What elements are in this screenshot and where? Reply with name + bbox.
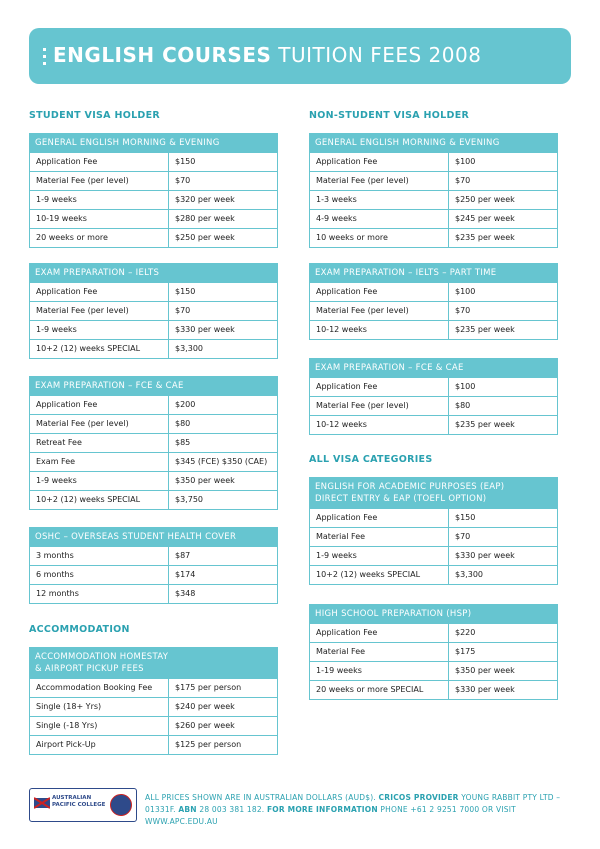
fee-table-sv-oshc bbox=[29, 527, 278, 604]
fee-item: Accommodation Booking Fee bbox=[30, 679, 169, 697]
table-title-line-1: ACCOMMODATION HOMESTAY bbox=[35, 652, 169, 662]
fee-table-hsp bbox=[309, 604, 558, 700]
table-title: HIGH SCHOOL PREPARATION (HSP) bbox=[309, 604, 558, 624]
fee-item: Exam Fee bbox=[30, 453, 169, 471]
table-row bbox=[29, 679, 278, 698]
fee-price: $240 per week bbox=[175, 702, 235, 711]
fee-price: $175 per person bbox=[175, 683, 242, 692]
fee-item: Material Fee (per level) bbox=[30, 415, 169, 433]
fee-table-nsv-general bbox=[309, 133, 558, 248]
footer-t8: PHONE +61 2 9251 7000 OR VISIT WWW.APC.EDU.AU bbox=[145, 805, 516, 826]
page-title bbox=[53, 43, 481, 67]
fee-price: $70 bbox=[175, 176, 191, 185]
flag-icon bbox=[34, 795, 50, 811]
fee-price: $345 (FCE) $350 (CAE) bbox=[175, 457, 268, 466]
fee-item: 10 weeks or more bbox=[310, 229, 449, 247]
fee-table-eap bbox=[309, 477, 558, 585]
fee-item: 10+2 (12) weeks SPECIAL bbox=[310, 566, 449, 584]
table-title: OSHC – OVERSEAS STUDENT HEALTH COVER bbox=[29, 527, 278, 547]
fee-table-sv-general bbox=[29, 133, 278, 248]
college-logo bbox=[29, 788, 137, 822]
table-title: EXAM PREPARATION – IELTS – PART TIME bbox=[309, 263, 558, 283]
table-title-line-2: DIRECT ENTRY & EAP (TOEFL OPTION) bbox=[315, 494, 487, 504]
table-row bbox=[309, 662, 558, 681]
table-title: EXAM PREPARATION – IELTS bbox=[29, 263, 278, 283]
table-row bbox=[29, 340, 278, 359]
footer-t4: 01331F. bbox=[145, 805, 176, 814]
fee-price: $245 per week bbox=[455, 214, 515, 223]
table-row bbox=[309, 566, 558, 585]
fee-item: Application Fee bbox=[310, 153, 449, 171]
footer-t1: ALL PRICES SHOWN ARE IN AUSTRALIAN DOLLARS (AUD$). bbox=[145, 793, 376, 802]
fee-item: Airport Pick-Up bbox=[30, 736, 169, 754]
dots-icon bbox=[43, 48, 47, 66]
fee-price: $220 bbox=[455, 628, 476, 637]
title-bold: ENGLISH COURSES bbox=[53, 43, 272, 67]
fee-item: 1-3 weeks bbox=[310, 191, 449, 209]
table-row bbox=[309, 681, 558, 700]
fee-item: Material Fee (per level) bbox=[310, 302, 449, 320]
logo-line-1: AUSTRALIAN bbox=[52, 795, 92, 801]
fee-item: 12 months bbox=[30, 585, 169, 603]
fee-price: $250 per week bbox=[175, 233, 235, 242]
table-row bbox=[309, 153, 558, 172]
table-row bbox=[29, 585, 278, 604]
logo-text bbox=[52, 795, 105, 809]
table-row bbox=[29, 491, 278, 510]
table-row bbox=[29, 210, 278, 229]
table-row bbox=[29, 396, 278, 415]
table-row bbox=[29, 717, 278, 736]
fee-price: $330 per week bbox=[175, 325, 235, 334]
fee-price: $320 per week bbox=[175, 195, 235, 204]
table-row bbox=[29, 321, 278, 340]
heading-student-visa: STUDENT VISA HOLDER bbox=[29, 110, 161, 121]
table-row bbox=[309, 397, 558, 416]
fee-price: $150 bbox=[455, 513, 476, 522]
table-title-line-1: ENGLISH FOR ACADEMIC PURPOSES (EAP) bbox=[315, 482, 505, 492]
fee-price: $3,300 bbox=[175, 344, 203, 353]
fee-item: Single (18+ Yrs) bbox=[30, 698, 169, 716]
fee-table-sv-fce bbox=[29, 376, 278, 510]
fee-item: Application Fee bbox=[310, 378, 449, 396]
table-row bbox=[29, 434, 278, 453]
table-row bbox=[309, 172, 558, 191]
fee-item: 1-9 weeks bbox=[30, 472, 169, 490]
table-row bbox=[309, 624, 558, 643]
fee-table-sv-ielts bbox=[29, 263, 278, 359]
fee-item: 20 weeks or more SPECIAL bbox=[310, 681, 449, 699]
logo-line-2: PACIFIC COLLEGE bbox=[52, 802, 106, 808]
fee-price: $280 per week bbox=[175, 214, 235, 223]
table-row bbox=[309, 416, 558, 435]
fee-price: $100 bbox=[455, 287, 476, 296]
table-title: GENERAL ENGLISH MORNING & EVENING bbox=[29, 133, 278, 153]
fee-item: Application Fee bbox=[310, 283, 449, 301]
fee-item: Single (-18 Yrs) bbox=[30, 717, 169, 735]
footer-t7: FOR MORE INFORMATION bbox=[266, 805, 378, 814]
fee-price: $235 per week bbox=[455, 420, 515, 429]
fee-price: $350 per week bbox=[455, 666, 515, 675]
table-row bbox=[29, 415, 278, 434]
fee-item: Application Fee bbox=[310, 624, 449, 642]
footer-t2: CRICOS PROVIDER bbox=[378, 793, 459, 802]
fee-item: 3 months bbox=[30, 547, 169, 565]
table-title bbox=[29, 647, 278, 679]
fee-item: Application Fee bbox=[310, 509, 449, 527]
fee-item: 10-19 weeks bbox=[30, 210, 169, 228]
page-header bbox=[29, 28, 571, 84]
seal-icon bbox=[110, 794, 132, 816]
fee-price: $70 bbox=[175, 306, 191, 315]
fee-item: 4-9 weeks bbox=[310, 210, 449, 228]
table-row bbox=[309, 210, 558, 229]
fee-price: $174 bbox=[175, 570, 196, 579]
title-light: TUITION FEES 2008 bbox=[278, 43, 482, 67]
fee-item: Material Fee bbox=[310, 528, 449, 546]
fee-item: Material Fee bbox=[310, 643, 449, 661]
fee-price: $70 bbox=[455, 176, 471, 185]
fee-item: Material Fee (per level) bbox=[310, 172, 449, 190]
fee-item: Material Fee (per level) bbox=[30, 302, 169, 320]
fee-item: Application Fee bbox=[30, 283, 169, 301]
table-title: GENERAL ENGLISH MORNING & EVENING bbox=[309, 133, 558, 153]
fee-price: $200 bbox=[175, 400, 196, 409]
fee-item: 10+2 (12) weeks SPECIAL bbox=[30, 491, 169, 509]
fee-item: Application Fee bbox=[30, 153, 169, 171]
fee-item: 10+2 (12) weeks SPECIAL bbox=[30, 340, 169, 358]
table-row bbox=[29, 472, 278, 491]
fee-item: 1-9 weeks bbox=[30, 321, 169, 339]
fee-price: $175 bbox=[455, 647, 476, 656]
fee-item: 1-9 weeks bbox=[30, 191, 169, 209]
table-row bbox=[29, 172, 278, 191]
table-row bbox=[29, 229, 278, 248]
table-row bbox=[29, 153, 278, 172]
fee-item: 10-12 weeks bbox=[310, 416, 449, 434]
table-title-line-2: & AIRPORT PICKUP FEES bbox=[35, 664, 144, 674]
fee-price: $330 per week bbox=[455, 685, 515, 694]
fee-price: $3,750 bbox=[175, 495, 203, 504]
table-row bbox=[309, 378, 558, 397]
table-row bbox=[29, 302, 278, 321]
fee-price: $70 bbox=[455, 532, 471, 541]
fee-price: $87 bbox=[175, 551, 191, 560]
table-row bbox=[29, 566, 278, 585]
table-title: EXAM PREPARATION – FCE & CAE bbox=[29, 376, 278, 396]
fee-price: $348 bbox=[175, 589, 196, 598]
heading-accommodation: ACCOMMODATION bbox=[29, 624, 130, 635]
fee-price: $100 bbox=[455, 382, 476, 391]
fee-price: $150 bbox=[175, 287, 196, 296]
table-row bbox=[309, 643, 558, 662]
table-row bbox=[29, 547, 278, 566]
fee-price: $3,300 bbox=[455, 570, 483, 579]
fee-price: $250 per week bbox=[455, 195, 515, 204]
fee-item: 1-9 weeks bbox=[310, 547, 449, 565]
fee-item: Material Fee (per level) bbox=[30, 172, 169, 190]
table-row bbox=[309, 302, 558, 321]
footer-t6: 28 003 381 182. bbox=[199, 805, 265, 814]
fee-price: $125 per person bbox=[175, 740, 242, 749]
fee-price: $330 per week bbox=[455, 551, 515, 560]
fee-item: 6 months bbox=[30, 566, 169, 584]
table-row bbox=[309, 229, 558, 248]
fee-price: $80 bbox=[175, 419, 191, 428]
fee-table-nsv-fce bbox=[309, 358, 558, 435]
heading-all-visa: ALL VISA CATEGORIES bbox=[309, 454, 433, 465]
fee-item: Application Fee bbox=[30, 396, 169, 414]
fee-price: $235 per week bbox=[455, 233, 515, 242]
fee-price: $350 per week bbox=[175, 476, 235, 485]
table-row bbox=[29, 283, 278, 302]
footer-t5: ABN bbox=[178, 805, 197, 814]
table-row bbox=[29, 698, 278, 717]
fee-price: $150 bbox=[175, 157, 196, 166]
fee-table-accommodation bbox=[29, 647, 278, 755]
fee-item: 1-19 weeks bbox=[310, 662, 449, 680]
fee-price: $260 per week bbox=[175, 721, 235, 730]
fee-item: Material Fee (per level) bbox=[310, 397, 449, 415]
fee-price: $100 bbox=[455, 157, 476, 166]
table-row bbox=[309, 528, 558, 547]
footer-t3: YOUNG RABBIT PTY LTD – bbox=[461, 793, 561, 802]
fee-price: $85 bbox=[175, 438, 191, 447]
table-row bbox=[309, 191, 558, 210]
fee-price: $80 bbox=[455, 401, 471, 410]
table-row bbox=[29, 191, 278, 210]
table-title bbox=[309, 477, 558, 509]
fee-price: $235 per week bbox=[455, 325, 515, 334]
fee-item: 10-12 weeks bbox=[310, 321, 449, 339]
heading-non-student-visa: NON-STUDENT VISA HOLDER bbox=[309, 110, 470, 121]
table-row bbox=[309, 283, 558, 302]
table-row bbox=[309, 321, 558, 340]
fee-price: $70 bbox=[455, 306, 471, 315]
fee-item: Retreat Fee bbox=[30, 434, 169, 452]
footer-notice bbox=[145, 792, 575, 828]
table-row bbox=[309, 547, 558, 566]
table-row bbox=[29, 736, 278, 755]
fee-item: 20 weeks or more bbox=[30, 229, 169, 247]
table-title: EXAM PREPARATION – FCE & CAE bbox=[309, 358, 558, 378]
table-row bbox=[29, 453, 278, 472]
table-row bbox=[309, 509, 558, 528]
fee-table-nsv-ielts bbox=[309, 263, 558, 340]
